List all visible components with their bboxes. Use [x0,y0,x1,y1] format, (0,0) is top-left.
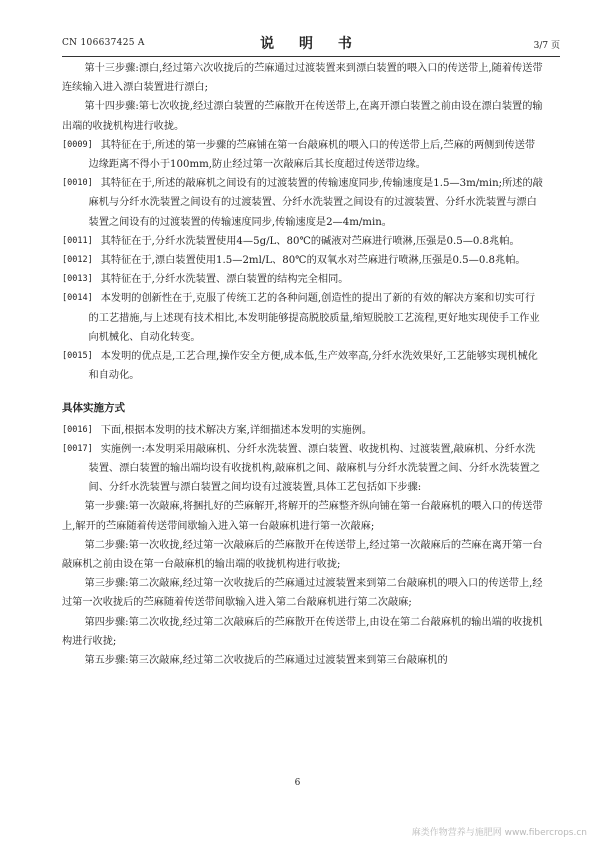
paragraph-0017 [62,440,544,498]
paragraph-number: [0017] [62,443,93,454]
paragraph-text: 其特征在于,所述的第一步骤的苎麻铺在第一台敲麻机的喂入口的传送带上后,苎麻的两侧到传送带边缘距离不得小于100mm,防止经过第一次敲麻后其长度超过传送带边缘。 [88,139,536,171]
paragraph-number: [0014] [62,293,93,304]
paragraph-text: 其特征在于,漂白装置使用1.5—2ml/L、80℃的双氧水对苎麻进行喷淋,压强是0.5—0.8兆帕。 [100,255,526,267]
step-2-paragraph: 第二步骤:第一次收拢,经过第一次敲麻后的苎麻散开在传送带上,经过第一次敲麻后的苎麻在离开第一台敲麻机之前由设在第一台敲麻机的输出端的收拢机构进行收拢; [62,539,543,571]
page-number: 6 [294,778,301,788]
step-5-paragraph: 第五步骤:第三次敲麻,经过第二次收拢后的苎麻通过过渡装置来到第三台敲麻机的 [84,655,448,667]
paragraph-text: 其特征在于,分纤水洗装置、漂白装置的结构完全相同。 [100,274,349,286]
header-divider [62,56,560,57]
paragraph-number: [0013] [62,274,93,285]
paragraph-0014 [62,289,544,347]
step-4-paragraph: 第四步骤:第二次收拢,经过第二次敲麻后的苎麻散开在传送带上,由设在第二台敲麻机的输出端的收拢机构进行收拢; [62,616,543,647]
paragraph-text: 下面,根据本发明的技术解决方案,详细描述本发明的实施例。 [100,424,373,436]
paragraph-number: [0011] [62,235,93,246]
step-3-paragraph: 第三步骤:第二次敲麻,经过第一次收拢后的苎麻通过过渡装置来到第二台敲麻机的喂入口的传送带上,经过第一次收拢后的苎麻随着传送带间歇输入进入第二台敲麻机进行第二次敲麻; [62,578,543,609]
paragraph-0015 [62,347,544,385]
paragraph-number: [0010] [62,178,93,189]
page-reference: 3/7 页 [533,41,560,51]
paragraph-0010 [62,174,544,232]
paragraph-text: 其特征在于,分纤水洗装置使用4—5g/L、80℃的碱液对苎麻进行喷淋,压强是0.5—0.8兆帕。 [100,235,520,247]
paragraph-0009 [62,136,544,174]
paragraph-text: 其特征在于,所述的敲麻机之间设有的过渡装置的传输速度同步,传输速度是1.5—3m/min;所述的敲麻机与分纤水洗装置之间设有的过渡装置、分纤水洗装置之间设有的过渡装置、分纤水洗装置与漂白装置之间设有的过渡装置的传输速度同步,传输速度是2—4m/min。 [88,178,543,228]
page-title: 说 明 书 [260,36,362,52]
page-header [62,33,560,53]
paragraph-text: 本发明的优点是,工艺合理,操作安全方便,成本低,生产效率高,分纤水洗效果好,工艺能够实现机械化和自动化。 [88,351,538,382]
document-body [62,59,544,670]
paragraph-0012 [62,251,544,270]
site-watermark: 麻类作物营养与施肥网 www.fibercrops.cn [411,828,587,838]
paragraph-number: [0012] [62,255,93,266]
step-13-paragraph: 第十三步骤:漂白,经过第六次收拢后的苎麻通过过渡装置来到漂白装置的喂入口的传送带上,随着传送带连续输入进入漂白装置进行漂白; [62,63,543,94]
step-1-paragraph: 第一步骤:第一次敲麻,将捆扎好的苎麻解开,将解开的苎麻整齐纵向铺在第一台敲麻机的喂入口的传送带上,解开的苎麻随着传送带间歇输入进入第一台敲麻机进行第一次敲麻; [62,501,543,532]
paragraph-number: [0015] [62,351,93,362]
paragraph-text: 本发明的创新性在于,克服了传统工艺的各种问题,创造性的提出了新的有效的解决方案和切实可行的工艺措施,与上述现有技术相比,本发明能够提高脱胶质量,缩短脱胶工艺流程,更好地实现使手工作业向机械化、自动化转变。 [88,293,540,343]
section-heading: 具体实施方式 [62,402,125,415]
paragraph-text: 实施例一:本发明采用敲麻机、分纤水洗装置、漂白装置、收拢机构、过渡装置,敲麻机、分纤水洗装置、漂白装置的输出端均设有收拢机构,敲麻机之间、敲麻机与分纤水洗装置之间、分纤水洗装置之间、分纤水洗装置与漂白装置之间均设有过渡装置,具体工艺包括如下步骤: [88,443,540,494]
paragraph-0016 [62,421,544,440]
patent-number: CN 106637425 A [62,38,145,48]
paragraph-number: [0016] [62,424,93,435]
paragraph-number: [0009] [62,139,93,150]
step-14-paragraph: 第十四步骤:第七次收拢,经过漂白装置的苎麻散开在传送带上,在离开漂白装置之前由设在漂白装置的输出端的收拢机构进行收拢。 [62,101,543,132]
paragraph-0013 [62,270,544,289]
paragraph-0011 [62,232,544,251]
